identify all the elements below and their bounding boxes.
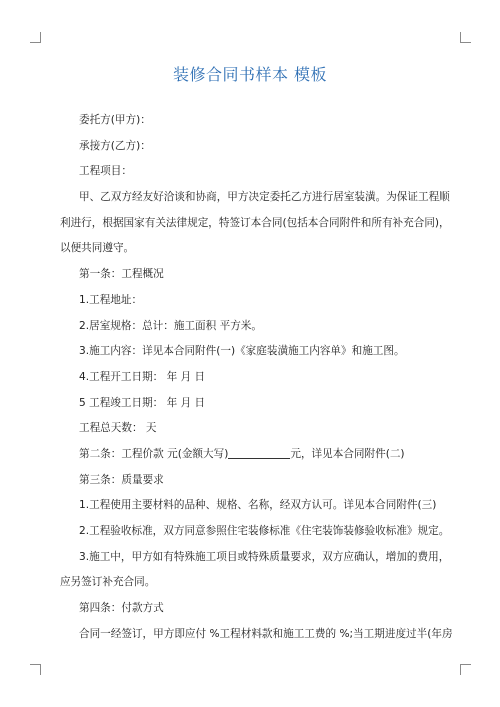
article-2-line bbox=[60, 442, 445, 468]
article-3-item-3-line-2: 应另签订补充合同。 bbox=[60, 576, 156, 589]
page-corner-mark-top-right bbox=[460, 32, 471, 43]
article-2-text-before-blank: 第二条：工程价款 元(金额大写) bbox=[79, 447, 229, 460]
article-1-item-5: 5 工程竣工日期： 年 月 日 bbox=[79, 396, 206, 409]
amount-blank-underline bbox=[228, 442, 290, 459]
article-3-item-1: 1.工程使用主要材料的品种、规格、名称，经双方认可。详见本合同附件(三) bbox=[79, 499, 437, 512]
article-4-item-1: 合同一经签订，甲方即应付 %工程材料款和施工工费的 %;当工期进度过半(年房 bbox=[79, 627, 453, 640]
project-line: 工程项目： bbox=[79, 165, 132, 178]
article-4-heading: 第四条：付款方式 bbox=[79, 602, 164, 615]
article-1-heading: 第一条：工程概况 bbox=[79, 268, 164, 281]
page-corner-mark-top-left bbox=[30, 32, 41, 43]
article-1-total-days: 工程总天数： 天 bbox=[79, 422, 157, 435]
page-corner-mark-bottom-left bbox=[30, 664, 41, 675]
article-1-item-4: 4.工程开工日期： 年 月 日 bbox=[79, 370, 206, 383]
article-3-item-2: 2.工程验收标准，双方同意参照住宅装修标准《住宅装饰装修验收标准》规定。 bbox=[79, 525, 450, 537]
article-3-item-3-line-1: 3.施工中，甲方如有特殊施工项目或特殊质量要求，双方应确认，增加的费用， bbox=[79, 550, 450, 563]
article-3-heading: 第三条：质量要求 bbox=[79, 473, 164, 486]
article-1-item-1: 1.工程地址： bbox=[79, 293, 143, 306]
intro-paragraph-line-2: 利进行，根据国家有关法律规定，特签订本合同(包括本合同附件和所有补充合同)， bbox=[60, 216, 450, 229]
page-corner-mark-bottom-right bbox=[460, 664, 471, 675]
article-2-text-after-blank: 元，详见本合同附件(二) bbox=[290, 447, 405, 460]
document-title: 装修合同书样本 模板 bbox=[172, 65, 328, 84]
intro-paragraph-line-1: 甲、乙双方经友好洽谈和协商，甲方决定委托乙方进行居室装潢。为保证工程顺 bbox=[79, 191, 450, 204]
intro-paragraph-line-3: 以便共同遵守。 bbox=[60, 242, 135, 255]
article-1-item-2: 2.居室规格：总计：施工面积 平方米。 bbox=[79, 319, 262, 332]
contractor-line: 承接方(乙方)： bbox=[79, 139, 151, 152]
document-body bbox=[60, 108, 453, 647]
client-line: 委托方(甲方)： bbox=[79, 114, 151, 126]
article-1-item-3: 3.施工内容：详见本合同附件(一)《家庭装潢施工内容单》和施工图。 bbox=[79, 345, 405, 358]
